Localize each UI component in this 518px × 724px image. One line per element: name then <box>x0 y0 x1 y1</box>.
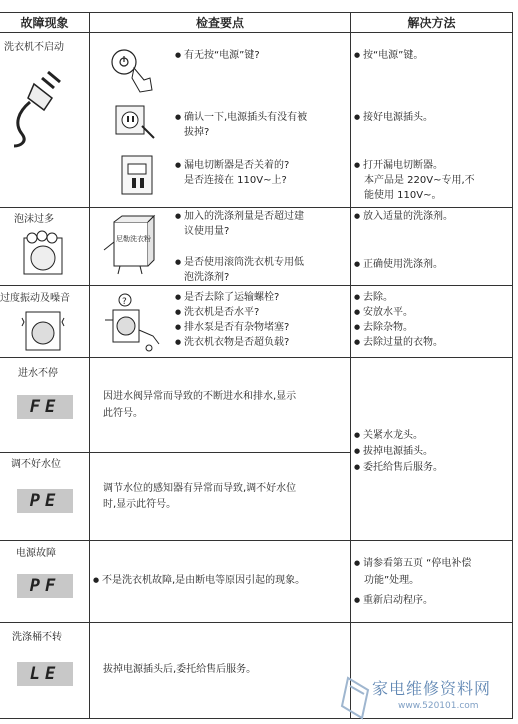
solution-level: ● 安放水平。 <box>354 305 413 320</box>
solution-voltage-note: 本产品是 220V~专用,不 <box>364 175 475 186</box>
symptom-vibration-noise: 过度振动及噪音 <box>0 293 70 304</box>
check-drain-pump: ● 排水泵是否有杂物堵塞? <box>175 320 289 335</box>
header-symptom: 故障现象 <box>20 16 69 30</box>
watermark-title: 家电维修资料网 <box>372 679 492 698</box>
check-voltage: 是否连接在 110V~上? <box>184 175 287 186</box>
bolts-drain-icon <box>103 290 165 354</box>
desc-fe-cont: 此符号。 <box>103 408 143 419</box>
desc-pe-cont: 时,显示此符号。 <box>103 499 177 510</box>
vibrating-machine-icon <box>20 308 66 354</box>
symptom-water-level: 调不好水位 <box>11 459 61 470</box>
error-code-display-pf: PF <box>17 574 73 598</box>
foam-machine-icon <box>18 230 68 278</box>
header-solution: 解决方法 <box>407 16 456 30</box>
desc-pe: 调节水位的感知器有异常而导致,调不好水位 <box>103 483 297 494</box>
symptom-power-failure: 电源故障 <box>16 548 56 559</box>
svg-text:?: ? <box>122 297 127 307</box>
check-breaker: ● 漏电切断器是否关着的? <box>175 158 289 173</box>
detergent-box-icon <box>100 214 156 276</box>
solution-service: ● 委托给售后服务。 <box>354 460 443 475</box>
desc-le: 拔掉电源插头后,委托给售后服务。 <box>103 664 257 675</box>
error-code-display-le: LE <box>17 662 73 686</box>
check-detergent-amount-cont: 议使用量? <box>184 226 230 237</box>
desc-pf: ● 不是洗衣机故障,是由断电等原因引起的现象。 <box>93 573 305 588</box>
power-button-icon <box>104 44 156 94</box>
check-plug: ● 确认一下,电源插头有没有被 <box>175 110 307 125</box>
solution-remove-debris: ● 去除杂物。 <box>354 320 413 335</box>
power-plug-icon <box>8 68 68 148</box>
symptom-drum-not-spinning: 洗涤桶不转 <box>12 632 62 643</box>
check-detergent-amount: ● 加入的洗涤剂量是否超过建 <box>175 209 304 224</box>
symptom-too-much-foam: 泡沫过多 <box>14 214 54 225</box>
check-transport-bolts: ● 是否去除了运输螺栓? <box>175 290 279 305</box>
solution-press-power: ● 按“电源”键。 <box>354 48 423 63</box>
solution-unplug: ● 拔掉电源插头。 <box>354 444 433 459</box>
desc-fe: 因进水阀异常而导致的不断进水和排水,显示 <box>103 391 297 402</box>
solution-open-breaker: ● 打开漏电切断器。 <box>354 158 443 173</box>
check-power-key: ● 有无按“电源”键? <box>175 48 260 63</box>
detergent-box-label: 尼勒洗衣粉 <box>116 235 151 243</box>
check-level: ● 洗衣机是否水平? <box>175 305 259 320</box>
error-code-display-pe: PE <box>17 489 73 513</box>
wall-socket-icon <box>112 98 158 142</box>
check-detergent-type: ● 是否使用滚筒洗衣机专用低 <box>175 255 304 270</box>
symptom-water-keeps-filling: 进水不停 <box>18 368 58 379</box>
solution-see-page-five-cont: 功能”处理。 <box>364 575 420 586</box>
watermark-logo-icon <box>338 676 372 720</box>
check-overload: ● 洗衣机衣物是否超负载? <box>175 335 289 350</box>
solution-remove-excess: ● 去除过量的衣物。 <box>354 335 443 350</box>
symptom-no-start: 洗衣机不启动 <box>4 42 64 53</box>
check-detergent-type-cont: 泡洗涤剂? <box>184 272 230 283</box>
solution-detergent-use: ● 正确使用洗涤剂。 <box>354 257 443 272</box>
solution-connect-plug: ● 接好电源插头。 <box>354 110 433 125</box>
solution-close-tap: ● 关紧水龙头。 <box>354 428 423 443</box>
solution-voltage-note-cont: 能使用 110V~。 <box>364 190 442 201</box>
check-plug-cont: 拔掉? <box>184 127 210 138</box>
header-check: 检查要点 <box>195 16 244 30</box>
solution-see-page-five: ● 请参看第五页 “停电补偿 <box>354 556 471 571</box>
solution-restart: ● 重新启动程序。 <box>354 593 433 608</box>
solution-remove: ● 去除。 <box>354 290 393 305</box>
watermark-url: www.520101.com <box>398 701 479 711</box>
error-code-display-fe: FE <box>17 395 73 419</box>
circuit-breaker-icon <box>118 152 158 198</box>
solution-detergent-amount: ● 放入适量的洗涤剂。 <box>354 209 453 224</box>
